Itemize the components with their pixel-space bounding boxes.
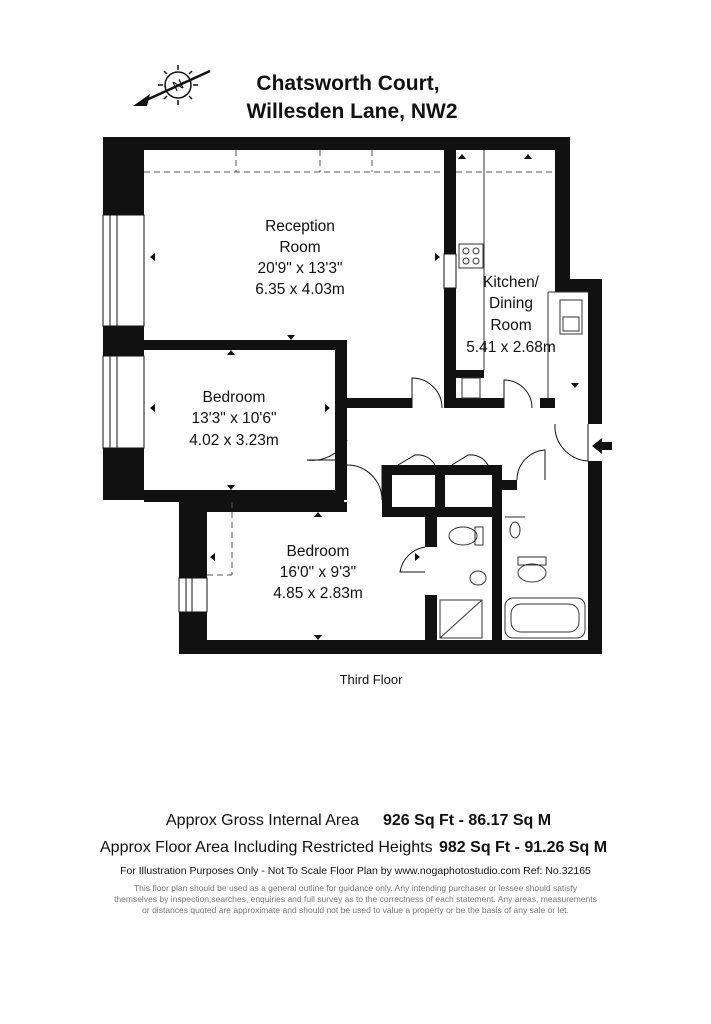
reception-name-1: Reception bbox=[265, 218, 335, 235]
disclaimer-line-3: or distances quoted are approximate and should not be used to value a property or be the basis of any sale or let. bbox=[142, 905, 569, 915]
gross-area-label: Approx Gross Internal Area bbox=[166, 812, 359, 829]
gross-area-value: 926 Sq Ft - 86.17 Sq M bbox=[383, 812, 552, 829]
reception-imperial: 20'9" x 13'3" bbox=[257, 260, 343, 277]
bedroom2-imperial: 16'0" x 9'3" bbox=[279, 564, 357, 581]
bedroom2-metric: 4.85 x 2.83m bbox=[273, 585, 363, 602]
kitchen-name-1: Kitchen/ bbox=[482, 274, 540, 291]
bedroom1-metric: 4.02 x 3.23m bbox=[189, 432, 279, 449]
bathroom-fixtures bbox=[440, 517, 585, 638]
bedroom1-imperial: 13'3" x 10'6" bbox=[191, 410, 277, 427]
kitchen-name-2: Dining bbox=[489, 295, 533, 312]
bedroom2-name: Bedroom bbox=[286, 543, 350, 560]
restricted-area-value: 982 Sq Ft - 91.26 Sq M bbox=[439, 839, 608, 856]
compass-icon bbox=[133, 65, 210, 106]
property-title-line1: Chatsworth Court, bbox=[256, 72, 440, 95]
floor-label: Third Floor bbox=[339, 672, 403, 687]
kitchen-metric: 5.41 x 2.68m bbox=[466, 339, 556, 356]
restricted-area-value-wrap bbox=[439, 839, 607, 857]
room-bedroom-1 bbox=[189, 389, 279, 449]
illustration-note: For Illustration Purposes Only - Not To Scale Floor Plan by www.nogaphotostudio.com Ref: No.32165 bbox=[120, 865, 591, 877]
restricted-area-row bbox=[100, 839, 433, 857]
room-reception bbox=[255, 218, 345, 298]
entrance-arrow-icon bbox=[592, 438, 612, 454]
gross-area-value-wrap bbox=[383, 812, 551, 830]
disclaimer-line-2: themselves by inspection,searches, enquiries and full survey as to the correctness of each statement. Any areas, measurements bbox=[114, 894, 597, 904]
kitchen-name-3: Room bbox=[490, 317, 532, 334]
room-kitchen bbox=[466, 274, 556, 356]
restricted-area-label: Approx Floor Area Including Restricted Heights bbox=[100, 839, 433, 856]
disclaimer bbox=[0, 883, 711, 916]
bedroom1-name: Bedroom bbox=[202, 389, 266, 406]
reception-name-2: Room bbox=[279, 239, 321, 256]
compass-letter: N bbox=[170, 75, 186, 95]
gross-area-row bbox=[166, 812, 359, 830]
disclaimer-line-1: This floor plan should be used as a general outline for guidance only. Any intending purchaser or lessee should satisfy bbox=[133, 883, 578, 893]
property-title-line2: Willesden Lane, NW2 bbox=[246, 100, 458, 123]
reception-metric: 6.35 x 4.03m bbox=[255, 281, 345, 298]
room-bedroom-2 bbox=[273, 543, 363, 602]
